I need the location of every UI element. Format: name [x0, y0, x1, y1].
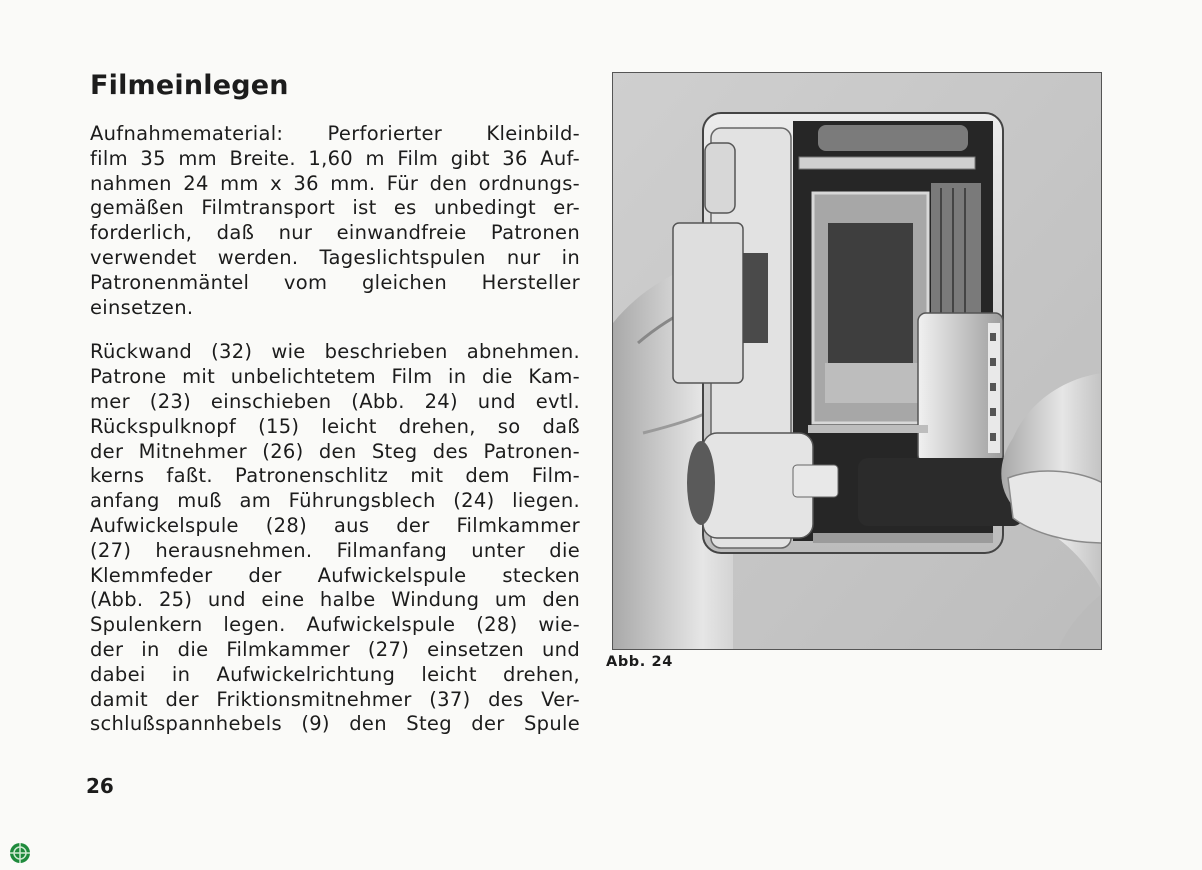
- text-line: gemäßen Filmtransport ist es unbedingt er-: [90, 196, 580, 220]
- text-line: Aufnahmematerial: Perforierter Kleinbild-: [90, 122, 580, 145]
- text-line: anfang muß am Führungsblech (24) liegen.: [90, 489, 580, 513]
- text-line: Klemmfeder der Aufwickelspule stecken: [90, 563, 580, 587]
- text-line: nahmen 24 mm x 36 mm. Für den ordnungs-: [90, 171, 580, 195]
- paragraph-1: [90, 122, 580, 320]
- text-line: mer (23) einschieben (Abb. 24) und evtl.: [90, 389, 580, 413]
- text-line: damit der Friktionsmitnehmer (37) des Ver-: [90, 687, 580, 711]
- text-line: der Mitnehmer (26) den Steg des Patronen-: [90, 439, 580, 463]
- figure-photo: [612, 72, 1102, 650]
- text-line: der in die Filmkammer (27) einsetzen und: [90, 637, 580, 661]
- text-line: Spulenkern legen. Aufwickelspule (28) wie-: [90, 613, 580, 637]
- text-line: Rückspulknopf (15) leicht drehen, so daß: [90, 414, 580, 438]
- body-text: [90, 122, 580, 737]
- text-line: dabei in Aufwickelrichtung leicht drehen,: [90, 662, 580, 686]
- page-number: 26: [86, 774, 114, 798]
- text-line: schlußspannhebels (9) den Steg der Spule: [90, 712, 580, 736]
- text-line: (27) herausnehmen. Filmanfang unter die: [90, 538, 580, 562]
- text-line: Aufwickelspule (28) aus der Filmkammer: [90, 513, 580, 537]
- text-line: (Abb. 25) und eine halbe Windung um den: [90, 588, 580, 612]
- camera-film-loading-photo-icon: [613, 73, 1102, 650]
- text-line: Patrone mit unbelichtetem Film in die Kam-: [90, 365, 580, 389]
- text-line: einsetzen.: [90, 295, 194, 319]
- text-line: forderlich, daß nur einwandfreie Patronen: [90, 221, 580, 245]
- text-line: film 35 mm Breite. 1,60 m Film gibt 36 Auf-: [90, 146, 580, 170]
- text-line: Patronenmäntel vom gleichen Hersteller: [90, 270, 580, 294]
- figure-caption: Abb. 24: [606, 654, 673, 670]
- text-line: Rückwand (32) wie beschrieben abnehmen.: [90, 340, 580, 364]
- text-line: verwendet werden. Tageslichtspulen nur in: [90, 245, 580, 269]
- globe-icon: [9, 842, 31, 864]
- text-line: kerns faßt. Patronenschlitz mit dem Film-: [90, 464, 580, 488]
- paragraph-2: [90, 340, 580, 737]
- page-title: Filmeinlegen: [90, 70, 289, 101]
